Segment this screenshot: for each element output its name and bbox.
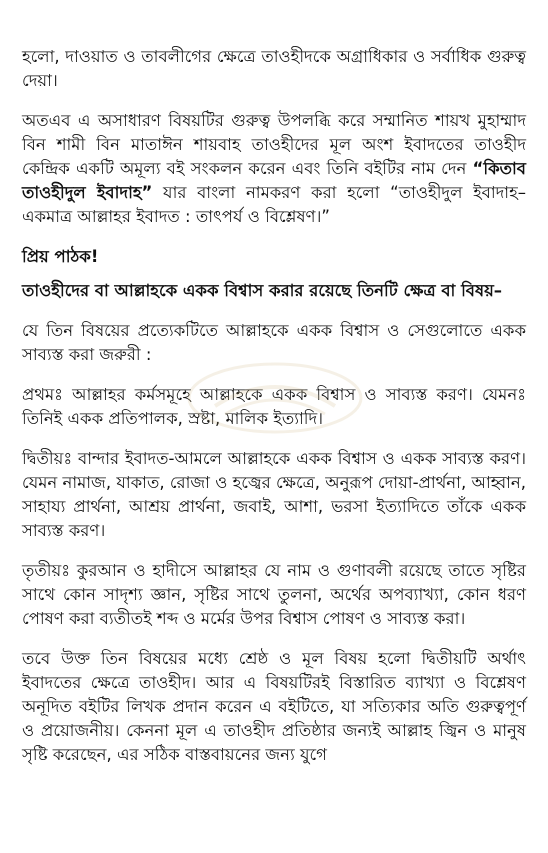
- paragraph-conclusion: তবে উক্ত তিন বিষয়ের মধ্যে শ্রেষ্ঠ ও মূল বিষয় হলো দ্বিতীয়টি অর্থাৎ ইবাদতের ক্ষেত্রে তাওহীদ। আর এ বিষয়টিরই বিস্তারিত ব্যাখ্যা ও বিশ্লেষণ অনূদিত বইটির লিখক প্রদান করেন এ বইটিতে, যা সত্যিকার অতি গুরুত্বপূর্ণ ও প্রয়োজনীয়। কেননা মূল এ তাওহীদ প্রতিষ্ঠার জন্যই আল্লাহ জ্বিন ও মানুষ সৃষ্টি করেছেন, এর সঠিক বাস্তবায়নের জন্য যুগে: [22, 649, 526, 764]
- book-title: “কিতাব তাওহীদুল ইবাদাহ”: [22, 159, 526, 202]
- paragraph-book-naming: [22, 109, 526, 229]
- paragraph-book-naming-after: যার বাংলা নামকরণ করা হলো “তাওহীদুল ইবাদাহ–একমাত্র আল্লাহর ইবাদত : তাৎপর্য ও বিশ্লেষণ।”: [22, 183, 526, 226]
- paragraph-intro-end: হলো, দাওয়াত ও তাবলীগের ক্ষেত্রে তাওহীদকে অগ্রাধিকার ও সর্বাধিক গুরুত্ব দেয়া।: [22, 47, 526, 90]
- paragraph-first-aspect: প্রথমঃ আল্লাহর কর্মসমূহে আল্লাহকে একক বিশ্বাস ও সাব্যস্ত করণ। যেমনঃ তিনিই একক প্রতিপালক, স্রষ্টা, মালিক ইত্যাদি।: [22, 385, 526, 428]
- paragraph-second-aspect: দ্বিতীয়ঃ বান্দার ইবাদত-আমলে আল্লাহকে একক বিশ্বাস ও একক সাব্যস্ত করণ। যেমন নামাজ, যাকাত, রোজা ও হজ্বের ক্ষেত্রে, অনুরূপ দোয়া-প্রার্থনা, আহ্বান, সাহায্য প্রার্থনা, আশ্রয় প্রার্থনা, জবাই, আশা, ভরসা ইত্যাদিতে তাঁকে একক সাব্যস্ত করণ।: [22, 449, 526, 540]
- paragraph-three-aspects-intro: যে তিন বিষয়ের প্রত্যেকটিতে আল্লাহকে একক বিশ্বাস ও সেগুলোতে একক সাব্যস্ত করা জরুরী :: [22, 321, 526, 364]
- section-heading: তাওহীদের বা আল্লাহকে একক বিশ্বাস করার রয়েছে তিনটি ক্ষেত্র বা বিষয়–: [22, 281, 503, 300]
- paragraph-book-naming-before: অতএব এ অসাধারণ বিষয়টির গুরুত্ব উপলব্ধি করে সম্মানিত শায়খ মুহাম্মাদ বিন শামী বিন মাতাঈন শায়বাহ তাওহীদের মূল অংশ ইবাদতের তাওহীদ কেন্দ্রিক একটি অমূল্য বই সংকলন করেন এবং তিনি বইটির নাম দেন: [22, 111, 526, 178]
- paragraph-third-aspect: তৃতীয়ঃ কুরআন ও হাদীসে আল্লাহর যে নাম ও গুণাবলী রয়েছে তাতে সৃষ্টির সাথে কোন সাদৃশ্য জ্ঞান, সৃষ্টির সাথে তুলনা, অর্থের অপব্যাখ্যা, কোন ধরণ পোষণ করা ব্যতীতই শব্দ ও মর্মের উপর বিশ্বাস পোষণ ও সাব্যস্ত করা।: [22, 561, 526, 628]
- salutation: প্রিয় পাঠক!: [22, 247, 99, 266]
